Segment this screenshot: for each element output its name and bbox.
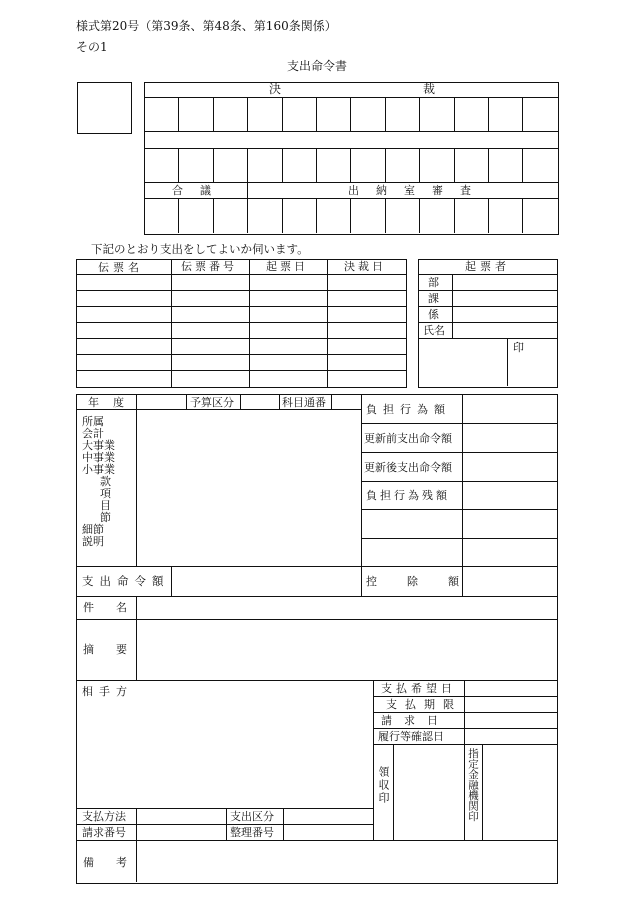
yosan-kubun-label: 予算区分 xyxy=(190,396,234,409)
futan-koi-zangaku-label: 負担行為残額 xyxy=(366,489,450,502)
shiharai-kibo-bi-label: 支払希望日 xyxy=(381,682,456,695)
item-shozoku: 所属 xyxy=(82,415,104,428)
header-denpyo-bango: 伝票番号 xyxy=(181,260,237,273)
drafter-shimei: 氏名 xyxy=(423,324,445,337)
kenmei-label: 件名 xyxy=(83,601,149,614)
kamoku-tsuban-label: 科目通番 xyxy=(282,396,326,409)
koshin-mae-label: 更新前支出命令額 xyxy=(364,432,452,445)
form-reference: 様式第20号（第39条、第48条、第160条関係） xyxy=(76,19,337,33)
item-saisetsu: 細節 xyxy=(82,523,104,536)
stamp-box xyxy=(77,82,132,134)
header-denpyo-mei: 伝票名 xyxy=(98,261,143,274)
shishutsu-kubun-label: 支出区分 xyxy=(230,810,274,823)
shishutsu-meirei-gaku-label: 支出命令額 xyxy=(82,574,170,588)
futan-koi-gaku-label: 負担行為額 xyxy=(366,403,451,416)
item-setsumei: 説明 xyxy=(82,535,104,548)
suitou-shinsa-label: 出 納 室 審 査 xyxy=(348,184,474,197)
koshin-go-label: 更新後支出命令額 xyxy=(364,461,452,474)
kojo-gaku-label: 控除額 xyxy=(366,575,489,588)
shiharai-hoho-label: 支払方法 xyxy=(82,810,126,823)
page-title: 支出命令書 xyxy=(287,59,348,73)
tekiyo-label: 摘要 xyxy=(83,643,149,656)
drafter-header: 起票者 xyxy=(465,260,510,273)
drafter-kakari: 係 xyxy=(428,308,439,321)
form-variant: その1 xyxy=(76,40,108,54)
shitei-kinyu-kikan-in-label: 指定金融機関印 xyxy=(467,748,479,822)
ryoshu-in-label: 領収印 xyxy=(377,766,390,805)
aitekata-label: 相手方 xyxy=(82,685,133,698)
seikyu-bango-label: 請求番号 xyxy=(82,826,126,839)
approval-sai-label: 裁 xyxy=(423,82,436,96)
nendo-label: 年度 xyxy=(88,396,138,409)
request-text: 下記のとおり支出をしてよいか伺います。 xyxy=(91,242,309,256)
biko-label: 備考 xyxy=(83,856,149,869)
header-kessai-bi: 決裁日 xyxy=(344,260,386,273)
item-moku: 目 xyxy=(100,499,111,512)
item-ko: 項 xyxy=(100,487,111,500)
drafter-ka: 課 xyxy=(428,292,439,305)
seikyu-bi-label: 請求日 xyxy=(381,714,450,727)
drafter-bu: 部 xyxy=(428,276,439,289)
header-kihyo-bi: 起票日 xyxy=(266,260,308,273)
item-chu-jigyo: 中事業 xyxy=(82,451,115,464)
riko-kakunin-bi-label: 履行等確認日 xyxy=(378,730,444,743)
drafter-seal: 印 xyxy=(513,341,524,354)
item-sho-jigyo: 小事業 xyxy=(82,463,115,476)
item-dai-jigyo: 大事業 xyxy=(82,439,115,452)
item-kan: 款 xyxy=(100,475,111,488)
item-kaikei: 会計 xyxy=(82,427,104,440)
aigi-label: 合 議 xyxy=(172,184,214,197)
budget-items xyxy=(82,416,130,548)
approval-kessai-label: 決 xyxy=(269,82,282,96)
seiri-bango-label: 整理番号 xyxy=(230,826,274,839)
shiharai-kigen-label: 支払期限 xyxy=(386,698,462,711)
item-setsu: 節 xyxy=(100,511,111,524)
